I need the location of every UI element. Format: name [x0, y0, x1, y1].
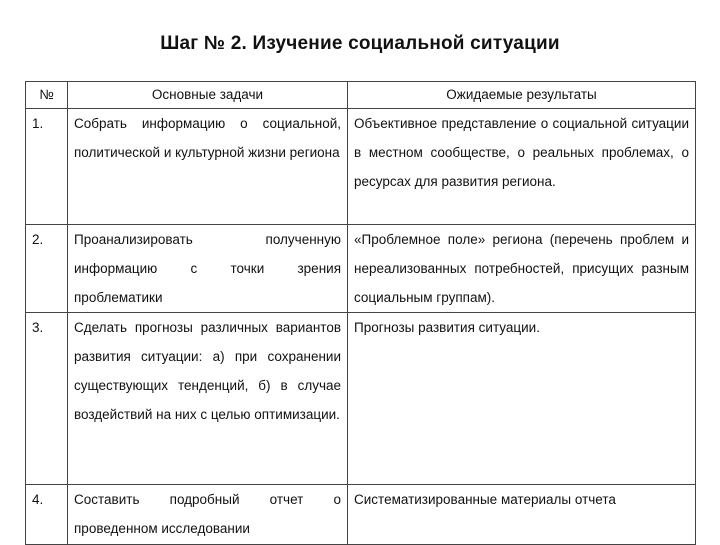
- results-table: [25, 81, 696, 545]
- table-header-row: [26, 82, 696, 109]
- table-row: [26, 313, 696, 485]
- row-number: 1.: [26, 109, 68, 225]
- row-result: Объективное представление о социальной ситуации в местном сообществе, о реальных проблемах, о ресурсах для развития региона.: [348, 109, 696, 225]
- row-number: 2.: [26, 225, 68, 313]
- row-task: Проанализировать полученную информацию с точки зрения проблематики: [68, 225, 348, 313]
- row-result: Прогнозы развития ситуации.: [348, 313, 696, 485]
- table-row: [26, 109, 696, 225]
- header-tasks: Основные задачи: [68, 82, 348, 109]
- row-task: Собрать информацию о социальной, политической и культурной жизни региона: [68, 109, 348, 225]
- row-result: «Проблемное поле» региона (перечень проблем и нереализованных потребностей, присущих разным социальным группам).: [348, 225, 696, 313]
- page-title: Шаг № 2. Изучение социальной ситуации: [160, 33, 560, 54]
- row-task: Сделать прогнозы различных вариантов развития ситуации: а) при сохранении существующих тенденций, б) в случае воздействий на них с целью оптимизации.: [68, 313, 348, 485]
- table-row: [26, 485, 696, 545]
- header-results: Ожидаемые результаты: [348, 82, 696, 109]
- row-number: 3.: [26, 313, 68, 485]
- row-number: 4.: [26, 485, 68, 545]
- row-task: Составить подробный отчет о проведенном исследовании: [68, 485, 348, 545]
- table-row: [26, 225, 696, 313]
- row-result: Систематизированные материалы отчета: [348, 485, 696, 545]
- header-number: №: [26, 82, 68, 109]
